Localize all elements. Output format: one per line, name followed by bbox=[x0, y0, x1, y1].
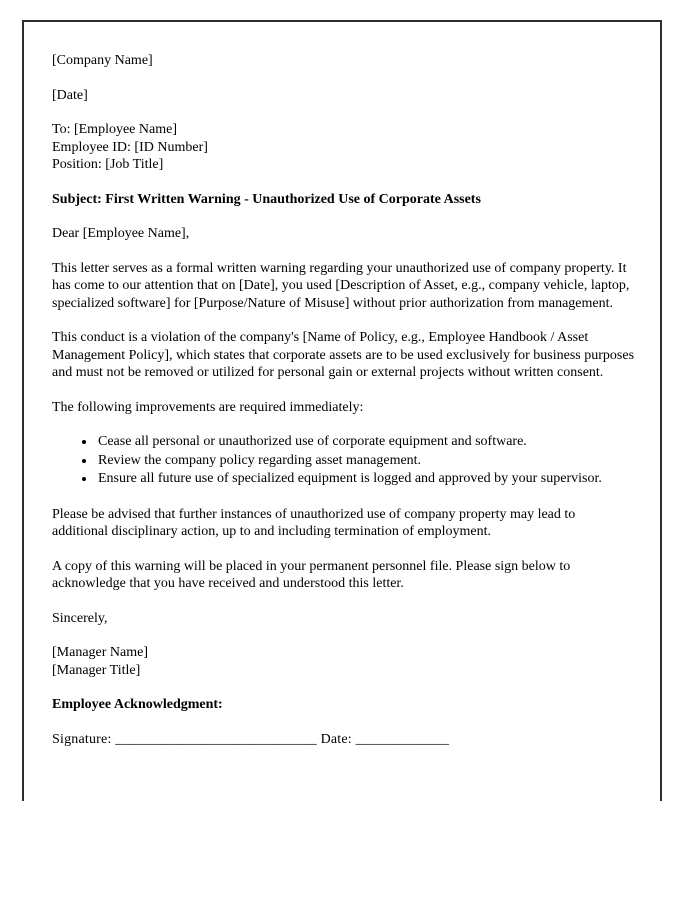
improvements-intro: The following improvements are required immediately: bbox=[52, 399, 364, 415]
subject-line: Subject: First Written Warning - Unauthorized Use of Corporate Assets bbox=[52, 191, 481, 207]
recipient-to-line: To: [Employee Name] bbox=[52, 122, 177, 137]
improvement-item-review-policy: • Review the company policy regarding asset management. bbox=[96, 452, 634, 471]
letter-date: [Date] bbox=[52, 87, 88, 103]
signature-blank-line: ____________________________ bbox=[115, 731, 317, 747]
acknowledgment-heading: Employee Acknowledgment: bbox=[52, 697, 223, 712]
manager-title: [Manager Title] bbox=[52, 662, 141, 678]
closing-sincerely: Sincerely, bbox=[52, 610, 108, 626]
recipient-block bbox=[52, 121, 634, 174]
recipient-position-line: Position: [Job Title] bbox=[52, 157, 164, 172]
recipient-employee-id-line: Employee ID: [ID Number] bbox=[52, 139, 208, 155]
letter-body bbox=[22, 20, 662, 801]
paragraph-disciplinary-warning: Please be advised that further instances of unauthorized use of company property may lead to additional disciplinary action, up to and including termination of employment. bbox=[52, 506, 576, 539]
improvement-item-cease-use: • Cease all personal or unauthorized use of corporate equipment and software. bbox=[96, 433, 634, 452]
improvements-list bbox=[52, 433, 634, 489]
manager-name: [Manager Name] bbox=[52, 645, 149, 660]
salutation: Dear [Employee Name], bbox=[52, 226, 190, 241]
manager-signature-block bbox=[52, 644, 634, 679]
date-blank-line: _____________ bbox=[355, 731, 450, 747]
improvement-item-log-equipment: • Ensure all future use of specialized equipment is logged and approved by your supervisor. bbox=[96, 470, 634, 489]
signature-label: Signature: bbox=[52, 731, 112, 747]
signature-date-row bbox=[52, 731, 634, 749]
company-name: [Company Name] bbox=[52, 53, 153, 68]
paragraph-personnel-file-notice: A copy of this warning will be placed in your permanent personnel file. Please sign below to acknowledge that you have received and understood this letter. bbox=[52, 558, 571, 591]
paragraph-policy-violation: This conduct is a violation of the company's [Name of Policy, e.g., Employee Handbook / Asset Management Policy], which states that corporate assets are to be used exclusively for business purposes and must not be removed or utilized for personal gain or external projects without written consent. bbox=[52, 330, 635, 380]
paragraph-violation-description: This letter serves as a formal written warning regarding your unauthorized use of company property. It has come to our attention that on [Date], you used [Description of Asset, e.g., company vehicle, laptop, specialized software] for [Purpose/Nature of Misuse] without prior authorization from management. bbox=[52, 260, 630, 311]
date-label: Date: bbox=[320, 731, 352, 747]
